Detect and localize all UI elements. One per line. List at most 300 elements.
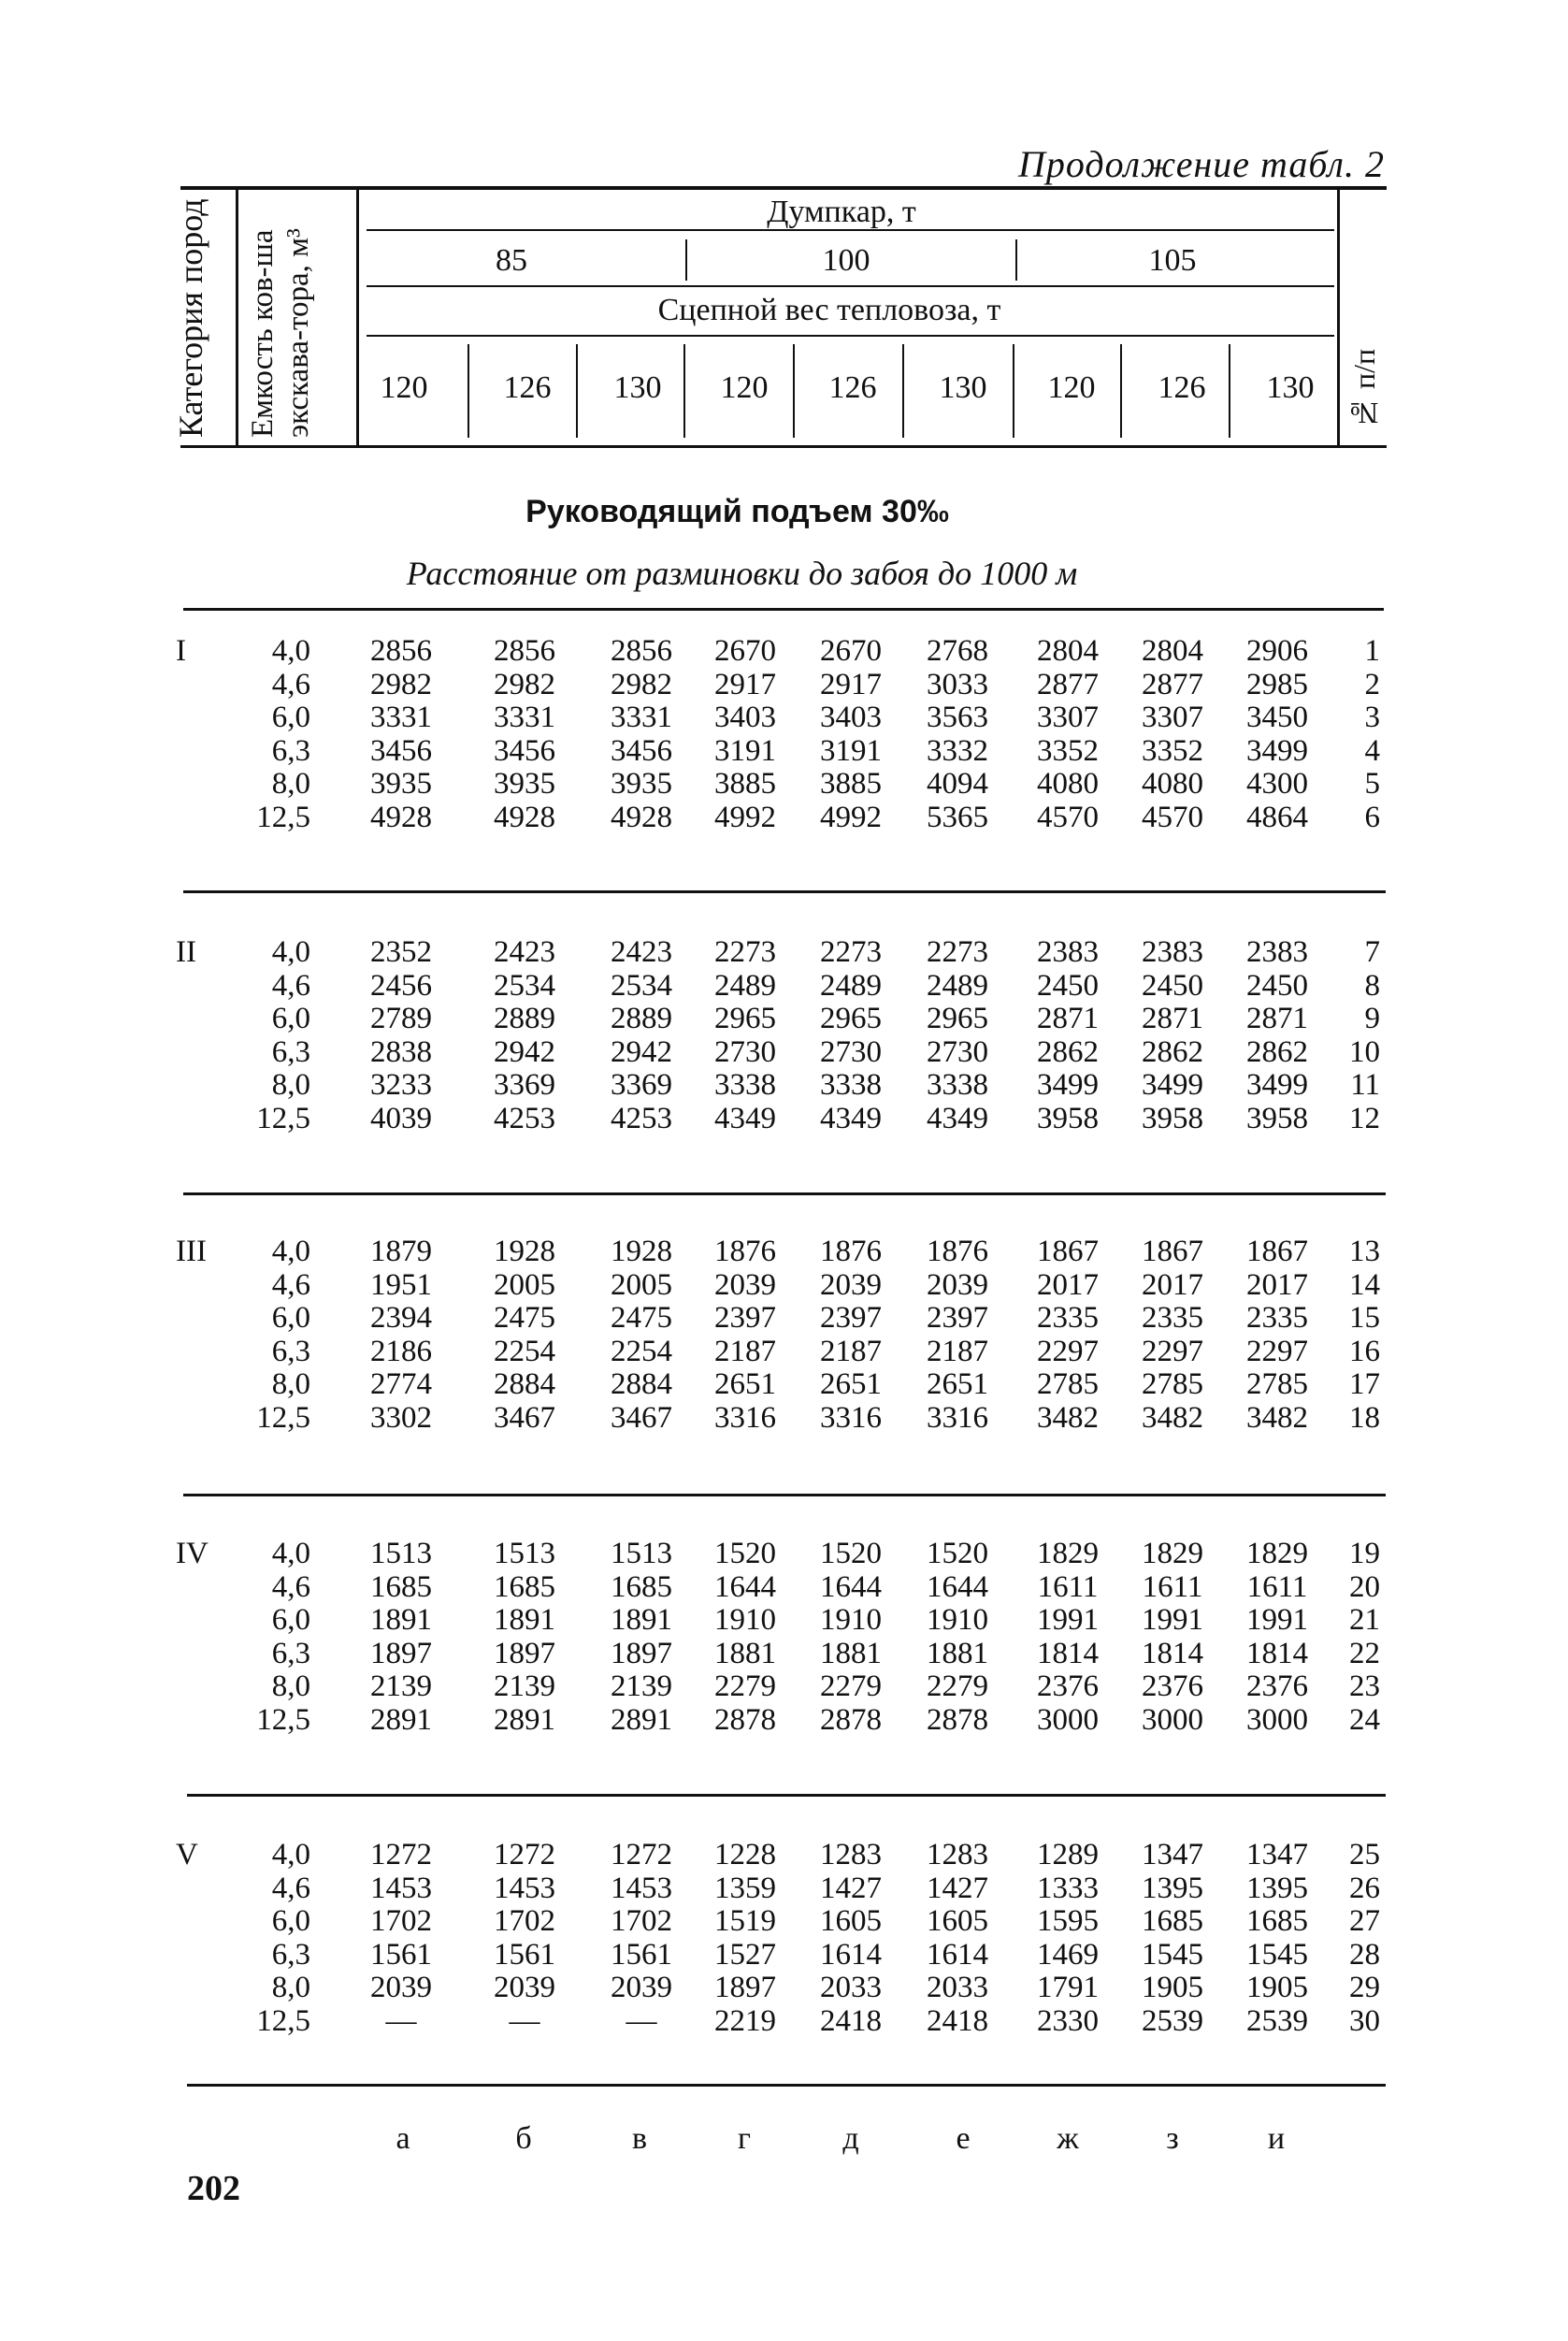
value-cell: 2651 — [927, 1367, 988, 1401]
column-letter: и — [1267, 2121, 1286, 2156]
value-cell: 1928 — [494, 1235, 555, 1268]
row-number-cell: 14 — [1349, 1267, 1380, 1302]
value-cell: 4864 — [1246, 800, 1308, 834]
value-cell: 2187 — [714, 1334, 776, 1368]
value-cell: 1910 — [820, 1603, 882, 1637]
value-cell: 3403 — [820, 701, 882, 734]
value-cell: 1614 — [820, 1937, 882, 1972]
value-cell: 2139 — [370, 1669, 432, 1703]
section-title — [0, 494, 1568, 530]
value-cell: 1881 — [714, 1636, 776, 1670]
value-cell: 3499 — [1142, 1068, 1203, 1102]
value-cell: 1272 — [370, 1838, 432, 1871]
capacity-cell: 4,6 — [271, 1569, 310, 1604]
value-cell: 1891 — [370, 1603, 432, 1637]
value-cell: 2017 — [1037, 1267, 1099, 1302]
value-cell: 2917 — [714, 667, 776, 701]
row-number-cell: 19 — [1349, 1537, 1380, 1570]
header-weight: 120 — [1047, 370, 1096, 405]
table-row — [0, 1669, 1568, 1703]
capacity-cell: 4,6 — [271, 1871, 310, 1905]
value-cell: 1905 — [1142, 1971, 1203, 2004]
value-cell: 2139 — [611, 1669, 672, 1703]
value-cell: 2475 — [611, 1301, 672, 1335]
value-cell: 1891 — [494, 1603, 555, 1637]
value-cell: 1910 — [714, 1603, 776, 1637]
value-cell: 2297 — [1246, 1334, 1308, 1368]
value-cell: 1910 — [927, 1603, 988, 1637]
value-cell: 1881 — [927, 1636, 988, 1670]
header-sep-weight-3 — [683, 344, 685, 438]
value-cell: 2279 — [927, 1669, 988, 1703]
value-cell: 1876 — [714, 1235, 776, 1268]
value-cell: 4080 — [1142, 767, 1203, 801]
column-letter: ж — [1057, 2121, 1079, 2156]
row-number-cell: 6 — [1364, 800, 1380, 834]
header-weight: 130 — [1266, 370, 1315, 405]
value-cell: 2891 — [370, 1702, 432, 1737]
column-letter: б — [515, 2121, 532, 2156]
value-cell: 2856 — [370, 634, 432, 668]
row-number-cell: 16 — [1349, 1334, 1380, 1368]
table-row — [0, 701, 1568, 734]
header-weight: 126 — [503, 370, 552, 405]
value-cell: 2871 — [1246, 1002, 1308, 1035]
table-row — [0, 1537, 1568, 1570]
value-cell: 1595 — [1037, 1904, 1099, 1938]
value-cell: 1867 — [1142, 1235, 1203, 1268]
value-cell: 2450 — [1037, 968, 1099, 1003]
value-cell: 1513 — [370, 1537, 432, 1570]
value-cell: 1644 — [820, 1569, 882, 1604]
value-cell: 3332 — [927, 733, 988, 768]
value-cell: 3482 — [1037, 1400, 1099, 1435]
value-cell: 4928 — [611, 800, 672, 834]
value-cell: 2039 — [927, 1267, 988, 1302]
row-number-cell: 23 — [1349, 1669, 1380, 1703]
row-number-cell: 29 — [1349, 1971, 1380, 2004]
value-cell: 1283 — [927, 1838, 988, 1871]
page-number: 202 — [187, 2169, 240, 2208]
value-cell: 3233 — [370, 1068, 432, 1102]
row-number-cell: 7 — [1364, 935, 1380, 969]
value-cell: 2804 — [1037, 634, 1099, 668]
value-cell: 3331 — [370, 701, 432, 734]
value-cell: 1427 — [820, 1871, 882, 1905]
value-cell: 4928 — [370, 800, 432, 834]
value-cell: 5365 — [927, 800, 988, 834]
table-row — [0, 1102, 1568, 1135]
block-rule — [187, 1794, 1386, 1797]
value-cell: 3885 — [714, 767, 776, 801]
value-cell: 2039 — [820, 1267, 882, 1302]
value-cell: 1272 — [494, 1838, 555, 1871]
value-cell: 1685 — [370, 1569, 432, 1604]
value-cell: 1333 — [1037, 1871, 1099, 1905]
value-cell: 1867 — [1246, 1235, 1308, 1268]
value-cell: 2376 — [1142, 1669, 1203, 1703]
value-cell: 1814 — [1037, 1636, 1099, 1670]
value-cell: 2730 — [714, 1034, 776, 1069]
value-cell: 2418 — [927, 2003, 988, 2038]
table-row — [0, 969, 1568, 1003]
value-cell: 1644 — [927, 1569, 988, 1604]
block-rule — [183, 890, 1386, 893]
value-cell: 3482 — [1142, 1400, 1203, 1435]
value-cell: 2789 — [370, 1002, 432, 1035]
value-cell: 4349 — [820, 1101, 882, 1135]
row-number-cell: 27 — [1349, 1904, 1380, 1938]
value-cell: 4570 — [1037, 800, 1099, 834]
block-rule — [183, 608, 1384, 611]
value-cell: 2838 — [370, 1034, 432, 1069]
value-cell: 3000 — [1142, 1702, 1203, 1737]
value-cell: 3456 — [494, 733, 555, 768]
value-cell: 3338 — [820, 1068, 882, 1102]
value-cell: 1685 — [494, 1569, 555, 1604]
header-sep-weight-7 — [1120, 344, 1122, 438]
header-weight: 130 — [939, 370, 987, 405]
value-cell: 2878 — [714, 1702, 776, 1737]
row-number-cell: 28 — [1349, 1937, 1380, 1972]
value-cell: 2383 — [1037, 935, 1099, 969]
block-rule — [183, 1192, 1386, 1195]
value-cell: 4039 — [370, 1101, 432, 1135]
value-cell: 3456 — [611, 733, 672, 768]
value-cell: 2982 — [611, 667, 672, 701]
value-cell: 2418 — [820, 2003, 882, 2038]
value-cell: 2982 — [494, 667, 555, 701]
header-group-105: 105 — [1148, 243, 1197, 278]
value-cell: 1605 — [927, 1904, 988, 1938]
value-cell: 2352 — [370, 935, 432, 969]
value-cell: 1395 — [1246, 1871, 1308, 1905]
value-cell: 2475 — [494, 1301, 555, 1335]
value-cell: 2456 — [370, 968, 432, 1003]
value-cell: 1791 — [1037, 1971, 1099, 2004]
value-cell: 3467 — [494, 1400, 555, 1435]
table-row — [0, 2004, 1568, 2038]
value-cell: 2539 — [1246, 2003, 1308, 2038]
capacity-cell: 8,0 — [271, 1669, 310, 1703]
value-cell: 1289 — [1037, 1838, 1099, 1871]
value-cell: 2005 — [494, 1267, 555, 1302]
header-weight: 126 — [1158, 370, 1206, 405]
value-cell: 3499 — [1037, 1068, 1099, 1102]
value-cell: 2489 — [820, 968, 882, 1003]
value-cell: 2785 — [1037, 1367, 1099, 1401]
row-number-cell: 8 — [1364, 968, 1380, 1003]
header-sep-index — [1337, 187, 1340, 447]
row-number-cell: 2 — [1364, 667, 1380, 701]
value-cell: 3563 — [927, 701, 988, 734]
table-row — [0, 1301, 1568, 1335]
value-cell: 3316 — [927, 1400, 988, 1435]
value-cell: 2878 — [820, 1702, 882, 1737]
value-cell: 4992 — [714, 800, 776, 834]
header-capacity: Емкость ков-ша экскава-тора, м³ — [246, 228, 315, 438]
value-cell: 3450 — [1246, 701, 1308, 734]
value-cell: 1897 — [611, 1636, 672, 1670]
value-cell: 1520 — [714, 1537, 776, 1570]
value-cell: 2889 — [611, 1002, 672, 1035]
value-cell: 2917 — [820, 667, 882, 701]
value-cell: 2785 — [1142, 1367, 1203, 1401]
capacity-cell: 8,0 — [271, 1068, 310, 1102]
capacity-cell: 6,3 — [271, 733, 310, 768]
header-weight: 120 — [380, 370, 428, 405]
table-continuation-caption: Продолжение табл. 2 — [1017, 143, 1385, 185]
header-sep-weight-4 — [793, 344, 795, 438]
value-cell: 2279 — [714, 1669, 776, 1703]
capacity-cell: 6,0 — [271, 1904, 310, 1938]
value-cell: 2862 — [1142, 1034, 1203, 1069]
value-cell: 2534 — [494, 968, 555, 1003]
value-cell: 2005 — [611, 1267, 672, 1302]
table-row — [0, 1871, 1568, 1905]
value-cell: 3307 — [1037, 701, 1099, 734]
capacity-cell: 4,0 — [271, 634, 310, 668]
value-cell: 1228 — [714, 1838, 776, 1871]
table-row — [0, 1971, 1568, 2004]
value-cell: 2039 — [611, 1971, 672, 2004]
value-cell: 3000 — [1246, 1702, 1308, 1737]
value-cell: 2877 — [1037, 667, 1099, 701]
value-cell: 3456 — [370, 733, 432, 768]
value-cell: 2383 — [1142, 935, 1203, 969]
header-index: № п/п — [1347, 348, 1381, 430]
row-number-cell: 26 — [1349, 1871, 1380, 1905]
table-row — [0, 1703, 1568, 1737]
row-number-cell: 22 — [1349, 1636, 1380, 1670]
value-cell: 2297 — [1037, 1334, 1099, 1368]
value-cell: 2017 — [1142, 1267, 1203, 1302]
row-number-cell: 21 — [1349, 1603, 1380, 1637]
value-cell: 1897 — [370, 1636, 432, 1670]
value-cell: 4300 — [1246, 767, 1308, 801]
row-number-cell: 13 — [1349, 1235, 1380, 1268]
row-number-cell: 24 — [1349, 1702, 1380, 1737]
table-row — [0, 1401, 1568, 1435]
value-cell: 2186 — [370, 1334, 432, 1368]
value-cell: 2273 — [820, 935, 882, 969]
value-cell: 2273 — [714, 935, 776, 969]
value-cell: 2670 — [714, 634, 776, 668]
value-cell: 1614 — [927, 1937, 988, 1972]
value-cell: 1545 — [1246, 1937, 1308, 1972]
column-letter: д — [842, 2121, 859, 2156]
value-cell: 2965 — [927, 1002, 988, 1035]
capacity-cell: 6,0 — [271, 1301, 310, 1335]
value-cell: 3403 — [714, 701, 776, 734]
header-sep-weight-6 — [1013, 344, 1014, 438]
value-cell: 2534 — [611, 968, 672, 1003]
value-cell: 4928 — [494, 800, 555, 834]
value-cell: 1611 — [1142, 1569, 1203, 1604]
value-cell: 1347 — [1246, 1838, 1308, 1871]
value-cell: 2862 — [1037, 1034, 1099, 1069]
value-cell: 2423 — [611, 935, 672, 969]
value-cell: 2965 — [820, 1002, 882, 1035]
capacity-cell: 12,5 — [256, 800, 310, 834]
value-cell: 2730 — [927, 1034, 988, 1069]
value-cell: 1928 — [611, 1235, 672, 1268]
value-cell: 2884 — [611, 1367, 672, 1401]
value-cell: 2878 — [927, 1702, 988, 1737]
value-cell: 2139 — [494, 1669, 555, 1703]
row-number-cell: 9 — [1364, 1002, 1380, 1035]
row-number-cell: 30 — [1349, 2003, 1380, 2038]
value-cell: 1685 — [1142, 1904, 1203, 1938]
value-cell: 1879 — [370, 1235, 432, 1268]
value-cell: 2335 — [1142, 1301, 1203, 1335]
row-number-cell: 17 — [1349, 1367, 1380, 1401]
value-cell: 2187 — [820, 1334, 882, 1368]
row-number-cell: 20 — [1349, 1569, 1380, 1604]
value-cell: 1520 — [927, 1537, 988, 1570]
value-cell: 3338 — [714, 1068, 776, 1102]
value-cell: 3499 — [1246, 1068, 1308, 1102]
value-cell: 1644 — [714, 1569, 776, 1604]
value-cell: 4080 — [1037, 767, 1099, 801]
table-row — [0, 935, 1568, 969]
table-row — [0, 1367, 1568, 1401]
row-number-cell: 5 — [1364, 767, 1380, 801]
value-cell: 1829 — [1246, 1537, 1308, 1570]
table-row — [0, 1268, 1568, 1302]
table-row — [0, 668, 1568, 701]
value-cell: 2397 — [714, 1301, 776, 1335]
capacity-cell: 6,3 — [271, 1034, 310, 1069]
capacity-cell: 12,5 — [256, 1400, 310, 1435]
value-cell: 3316 — [714, 1400, 776, 1435]
value-cell: 2730 — [820, 1034, 882, 1069]
value-cell: 2942 — [611, 1034, 672, 1069]
value-cell: 1897 — [714, 1971, 776, 2004]
value-cell: 1453 — [370, 1871, 432, 1905]
value-cell: — — [626, 2003, 657, 2038]
value-cell: 3302 — [370, 1400, 432, 1435]
value-cell: 2039 — [494, 1971, 555, 2004]
value-cell: 1814 — [1246, 1636, 1308, 1670]
value-cell: 1876 — [820, 1235, 882, 1268]
value-cell: 2187 — [927, 1334, 988, 1368]
value-cell: 4349 — [927, 1101, 988, 1135]
value-cell: 2871 — [1037, 1002, 1099, 1035]
capacity-cell: 12,5 — [256, 1702, 310, 1737]
table-row — [0, 1068, 1568, 1102]
value-cell: 2017 — [1246, 1267, 1308, 1302]
value-cell: 2768 — [927, 634, 988, 668]
value-cell: 3958 — [1037, 1101, 1099, 1135]
value-cell: 2254 — [494, 1334, 555, 1368]
table-row — [0, 801, 1568, 834]
value-cell: 3352 — [1037, 733, 1099, 768]
value-cell: 3935 — [611, 767, 672, 801]
table-row — [0, 1035, 1568, 1069]
value-cell: 2889 — [494, 1002, 555, 1035]
value-cell: 1814 — [1142, 1636, 1203, 1670]
value-cell: 2489 — [714, 968, 776, 1003]
header-sep-weight-5 — [902, 344, 904, 438]
table-row — [0, 1904, 1568, 1938]
column-letter: а — [396, 2121, 410, 2156]
table-row — [0, 1838, 1568, 1871]
value-cell: 2279 — [820, 1669, 882, 1703]
header-weight: 130 — [613, 370, 662, 405]
value-cell: 1991 — [1142, 1603, 1203, 1637]
value-cell: 2423 — [494, 935, 555, 969]
value-cell: 2539 — [1142, 2003, 1203, 2038]
section-subtitle-text: Расстояние от разминовки до забоя до 1000 м — [406, 555, 1078, 592]
value-cell: — — [509, 2003, 540, 2038]
value-cell: 1876 — [927, 1235, 988, 1268]
value-cell: 1527 — [714, 1937, 776, 1972]
value-cell: 3467 — [611, 1400, 672, 1435]
value-cell: 2804 — [1142, 634, 1203, 668]
value-cell: 1991 — [1246, 1603, 1308, 1637]
capacity-cell: 8,0 — [271, 1971, 310, 2004]
value-cell: 3935 — [494, 767, 555, 801]
capacity-cell: 4,0 — [271, 935, 310, 969]
header-sep-capacity — [356, 187, 359, 447]
value-cell: — — [385, 2003, 417, 2038]
header-dumpcar: Думпкар, т — [767, 195, 916, 229]
capacity-cell: 4,0 — [271, 1235, 310, 1268]
value-cell: 1611 — [1037, 1569, 1099, 1604]
header-coupling: Сцепной вес тепловоза, т — [657, 293, 1001, 327]
value-cell: 4570 — [1142, 800, 1203, 834]
value-cell: 1867 — [1037, 1235, 1099, 1268]
value-cell: 1702 — [370, 1904, 432, 1938]
value-cell: 2856 — [611, 634, 672, 668]
value-cell: 2273 — [927, 935, 988, 969]
row-number-cell: 12 — [1349, 1101, 1380, 1135]
value-cell: 2335 — [1037, 1301, 1099, 1335]
column-letter: з — [1166, 2121, 1179, 2156]
capacity-cell: 12,5 — [256, 1101, 310, 1135]
row-number-cell: 18 — [1349, 1400, 1380, 1435]
capacity-cell: 4,6 — [271, 667, 310, 701]
value-cell: 2376 — [1246, 1669, 1308, 1703]
table-row — [0, 1002, 1568, 1035]
capacity-cell: 8,0 — [271, 767, 310, 801]
header-group-100: 100 — [822, 243, 870, 278]
header-sep-weight-8 — [1229, 344, 1230, 438]
table-row — [0, 1335, 1568, 1368]
value-cell: 2039 — [714, 1267, 776, 1302]
table-row — [0, 634, 1568, 668]
table-row — [0, 767, 1568, 801]
value-cell: 3935 — [370, 767, 432, 801]
header-sep-weight-2 — [576, 344, 578, 438]
value-cell: 1829 — [1142, 1537, 1203, 1570]
category-cell: III — [176, 1235, 207, 1268]
value-cell: 1469 — [1037, 1937, 1099, 1972]
value-cell: 4094 — [927, 767, 988, 801]
value-cell: 1905 — [1246, 1971, 1308, 2004]
capacity-cell: 6,3 — [271, 1334, 310, 1368]
value-cell: 2039 — [370, 1971, 432, 2004]
capacity-cell: 4,0 — [271, 1838, 310, 1871]
value-cell: 2383 — [1246, 935, 1308, 969]
value-cell: 1453 — [611, 1871, 672, 1905]
value-cell: 2397 — [927, 1301, 988, 1335]
value-cell: 3958 — [1246, 1101, 1308, 1135]
value-cell: 2219 — [714, 2003, 776, 2038]
value-cell: 3369 — [494, 1068, 555, 1102]
value-cell: 1545 — [1142, 1937, 1203, 1972]
